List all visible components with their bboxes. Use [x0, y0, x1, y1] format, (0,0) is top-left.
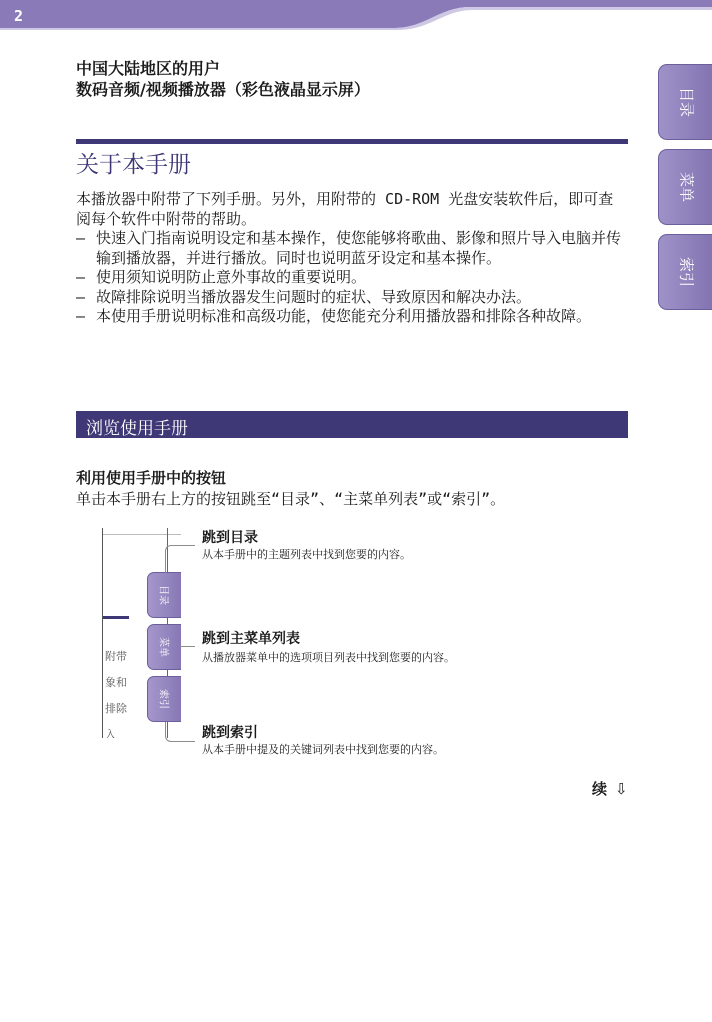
illustration-word: 附带 [105, 650, 127, 663]
callout-connector [180, 646, 195, 647]
intro-section [76, 190, 628, 327]
callout-title: 跳到索引 [202, 725, 258, 741]
header-line-2: 数码音频/视频播放器（彩色液晶显示屏） [76, 80, 370, 99]
callout-description: 从本手册中的主题列表中找到您要的内容。 [202, 548, 411, 561]
top-banner [0, 0, 712, 30]
document-header [76, 58, 370, 100]
page-number: 2 [14, 7, 24, 25]
page-title: 关于本手册 [76, 152, 191, 178]
tab-contents-label: 目录 [677, 86, 695, 118]
illustration-tab-contents: 目录 [147, 572, 181, 618]
tab-menu[interactable] [658, 149, 712, 225]
list-item: – 使用须知说明防止意外事故的重要说明。 [76, 268, 367, 286]
callout-connector [165, 722, 195, 742]
illustration-title-rule [103, 616, 129, 619]
illustration-word: 入 [105, 728, 116, 738]
list-item: – 快速入门指南说明设定和基本操作，使您能够将歌曲、影像和照片导入电脑并传输到播放器，并进行播放。同时也说明蓝牙设定和基本操作。 [76, 229, 622, 267]
subsection-heading: 利用使用手册中的按钮 [76, 469, 227, 487]
illustration-tab-menu: 菜单 [147, 624, 181, 670]
tab-menu-label: 菜单 [677, 171, 695, 203]
subsection-text: 单击本手册右上方的按钮跳至“目录”、“主菜单列表”或“索引”。 [76, 490, 506, 508]
list-item: – 本使用手册说明标准和高级功能，使您能充分利用播放器和排除各种故障。 [76, 307, 592, 325]
title-rule [76, 139, 628, 144]
callout-title: 跳到主菜单列表 [202, 631, 300, 647]
illustration-word: 排除 [105, 702, 127, 715]
section-heading-bar [76, 411, 628, 438]
illustration-word: 象和 [105, 676, 127, 689]
tab-contents[interactable] [658, 64, 712, 140]
list-item: – 故障排除说明当播放器发生问题时的症状、导致原因和解决办法。 [76, 287, 532, 306]
continued-link[interactable] [592, 778, 628, 799]
header-line-1: 中国大陆地区的用户 [76, 59, 221, 78]
tab-index-label: 索引 [677, 256, 695, 288]
callout-connector [165, 545, 195, 573]
intro-paragraph: 本播放器中附带了下列手册。另外，用附带的 CD-ROM 光盘安装软件后，即可查阅每个软件中附带的帮助。 [76, 190, 614, 228]
illustration-tab-index: 索引 [147, 676, 181, 722]
continued-label: 续 [592, 780, 608, 798]
callout-description: 从本手册中提及的关键词列表中找到您要的内容。 [202, 743, 444, 756]
section-heading: 浏览使用手册 [86, 419, 188, 439]
callout-title: 跳到目录 [202, 530, 258, 546]
callout-description: 从播放器菜单中的选项项目列表中找到您要的内容。 [202, 651, 455, 664]
tab-index[interactable] [658, 234, 712, 310]
arrow-down-icon: ⇩ [615, 780, 628, 798]
